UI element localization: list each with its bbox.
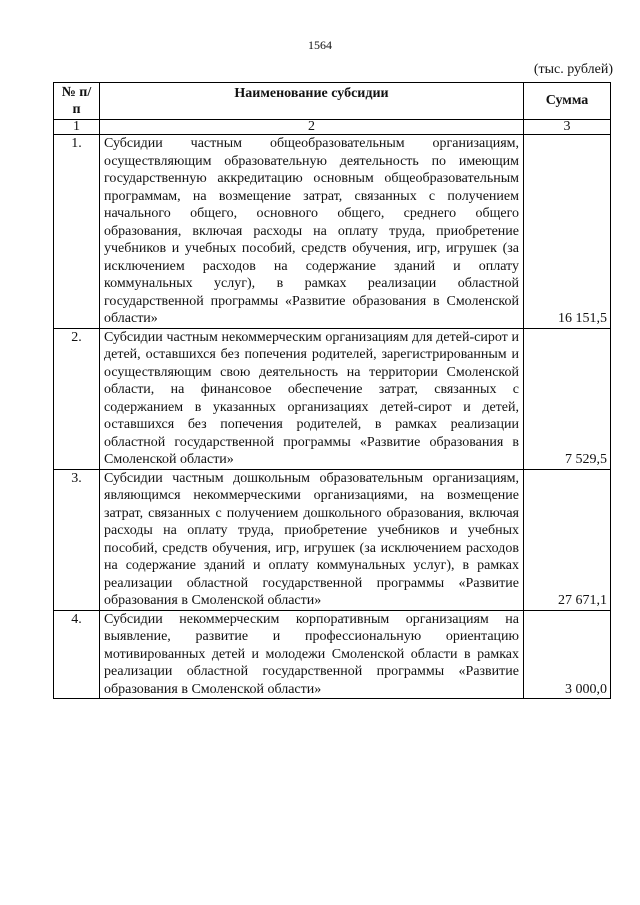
subsidy-name: Субсидии частным общеобразовательным организациям, осуществляющим образовательную деятельность по имеющим государственную аккредитацию основным общеобразовательным программам, на возмещение затрат, связанных с получением начального общего, основного общего, среднего общего образования, включая расходы на оплату труда, приобретение учебников и учебных пособий, средств обучения, игр, игрушек (за исключением расходов на содержание зданий и оплату коммунальных услуг), в рамках реализации областной государственной программы «Развитие образования в Смоленской области» <box>100 135 524 329</box>
subsidy-sum: 27 671,1 <box>524 469 611 610</box>
subsidy-sum: 3 000,0 <box>524 610 611 699</box>
table-row <box>54 135 611 329</box>
subsidy-name: Субсидии некоммерческим корпоративным организациям на выявление, развитие и профессиональную ориентацию мотивированных детей и молодежи Смоленской области в рамках реализации областной государственной программы «Развитие образования в Смоленской области» <box>100 610 524 699</box>
header-num: № п/п <box>54 83 100 120</box>
subsidy-name: Субсидии частным некоммерческим организациям для детей-сирот и детей, оставшихся без попечения родителей, зарегистрированным и осуществляющим свою деятельность на территории Смоленской области, на финансовое обеспечение затрат, связанных с содержанием в указанных организациях детей-сирот и детей, оставшихся без попечения родителей, в рамках реализации областной государственной программы «Развитие образования в Смоленской области» <box>100 328 524 469</box>
table-row <box>54 328 611 469</box>
subsidy-sum: 7 529,5 <box>524 328 611 469</box>
row-number: 3. <box>54 469 100 610</box>
table-row <box>54 610 611 699</box>
row-number: 4. <box>54 610 100 699</box>
header-sum: Сумма <box>524 83 611 120</box>
header-name: Наименование субсидии <box>100 83 524 120</box>
page-number: 1564 <box>308 38 332 52</box>
subsidy-table <box>53 82 611 699</box>
row-number: 1. <box>54 135 100 329</box>
column-number: 2 <box>100 120 524 135</box>
units-label: (тыс. рублей) <box>533 62 613 77</box>
table-row <box>54 469 611 610</box>
column-number-row <box>54 120 611 135</box>
row-number: 2. <box>54 328 100 469</box>
column-number: 1 <box>54 120 100 135</box>
column-number: 3 <box>524 120 611 135</box>
table-header-row <box>54 83 611 120</box>
subsidy-sum: 16 151,5 <box>524 135 611 329</box>
subsidy-name: Субсидии частным дошкольным образовательным организациям, являющимся некоммерческими организациями, на возмещение затрат, связанных с получением дошкольного образования, включая расходы на оплату труда, приобретение учебников и учебных пособий, средств обучения, игр, игрушек (за исключением расходов на содержание зданий и оплату коммунальных услуг), в рамках реализации областной государственной программы «Развитие образования в Смоленской области» <box>100 469 524 610</box>
